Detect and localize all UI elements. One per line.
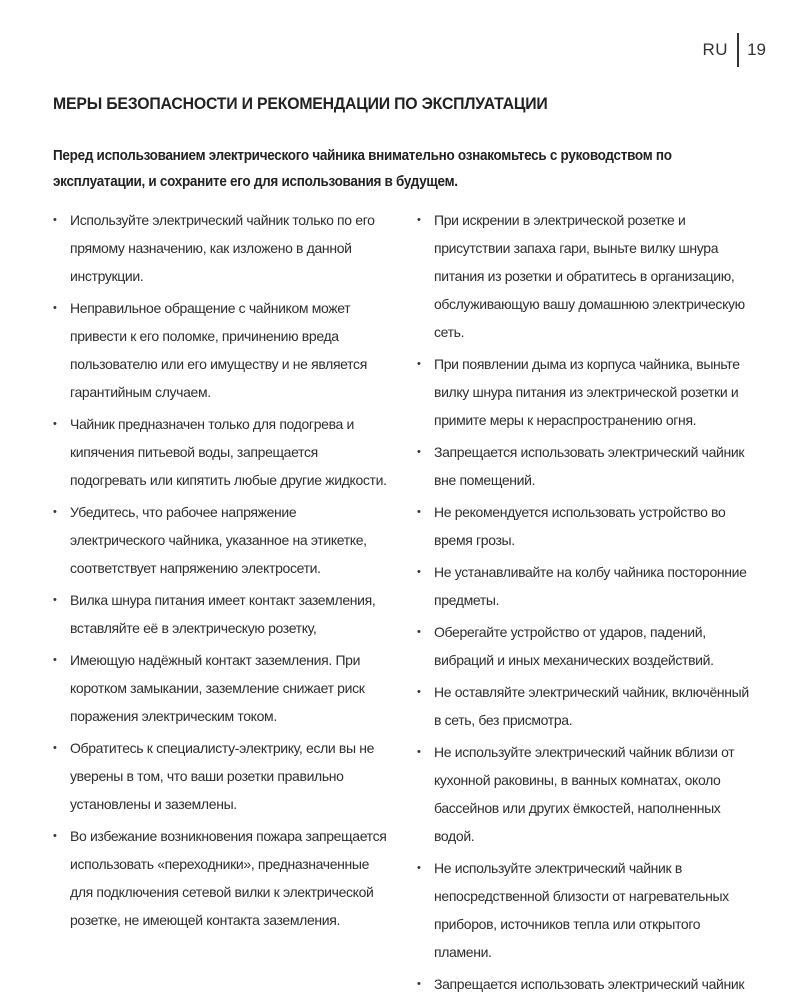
bullet-icon: •	[53, 302, 57, 314]
list-item	[417, 738, 753, 850]
bullet-icon: •	[53, 594, 57, 606]
bullet-icon: •	[417, 214, 421, 226]
list-item	[53, 498, 389, 582]
bullet-icon: •	[53, 214, 57, 226]
bullet-icon: •	[417, 626, 421, 638]
list-item-text: Вилка шнура питания имеет контакт заземления, вставляйте её в электрическую розетку,	[70, 592, 376, 636]
list-item	[417, 558, 753, 614]
list-item	[53, 586, 389, 642]
list-item-text: Не оставляйте электрический чайник, включённый в сеть, без присмотра.	[434, 684, 749, 728]
bullet-icon: •	[417, 506, 421, 518]
list-item	[53, 646, 389, 730]
list-item-text: Оберегайте устройство от ударов, падений, вибраций и иных механических воздействий.	[434, 624, 714, 668]
list-item-text: Имеющую надёжный контакт заземления. При коротком замыкании, заземление снижает риск поражения электрическим током.	[70, 652, 365, 724]
intro-paragraph: Перед использованием электрического чайника внимательно ознакомьтесь с руководством по эксплуатации, и сохраните его для использования в будущем.	[53, 148, 672, 190]
list-item-text: Не устанавливайте на колбу чайника посторонние предметы.	[434, 564, 747, 608]
list-item	[417, 438, 753, 494]
bullet-icon: •	[417, 746, 421, 758]
list-item-text: Неправильное обращение с чайником может привести к его поломке, причинению вреда пользователю или его имуществу и не является гарантийным случаем.	[70, 300, 367, 400]
list-item-text: Чайник предназначен только для подогрева и кипячения питьевой воды, запрещается подогревать или кипятить любые другие жидкости.	[70, 416, 387, 488]
list-item	[53, 734, 389, 818]
bullet-icon: •	[417, 446, 421, 458]
list-item	[417, 618, 753, 674]
list-item-text: Запрещается использовать электрический чайник	[434, 976, 745, 992]
list-item	[53, 410, 389, 494]
list-item	[53, 822, 389, 934]
list-item-text: Во избежание возникновения пожара запрещается использовать «переходники», предназначенные для подключения сетевой вилки к электрической розетке, не имеющей контакта заземления.	[70, 828, 387, 928]
bullet-icon: •	[53, 654, 57, 666]
bullet-icon: •	[53, 742, 57, 754]
left-column-list	[53, 206, 389, 1002]
list-item	[417, 350, 753, 434]
list-item-text: Не рекомендуется использовать устройство во время грозы.	[434, 504, 726, 548]
bullet-icon: •	[417, 862, 421, 874]
list-item	[417, 970, 753, 998]
bullet-icon: •	[53, 506, 57, 518]
bullet-icon: •	[53, 418, 57, 430]
page-title: МЕРЫ БЕЗОПАСНОСТИ И РЕКОМЕНДАЦИИ ПО ЭКСПЛУАТАЦИИ	[53, 94, 548, 113]
list-item-text: При появлении дыма из корпуса чайника, выньте вилку шнура питания из электрической розетки и примите меры к нераспространению огня.	[434, 356, 740, 428]
list-item-text: При искрении в электрической розетке и присутствии запаха гари, выньте вилку шнура питания из розетки и обратитесь в организацию, обслуживающую вашу домашнюю электрическую сеть.	[434, 212, 745, 340]
safety-columns	[53, 206, 753, 1002]
list-item	[53, 206, 389, 290]
page-number: 19	[747, 40, 766, 59]
list-item	[417, 206, 753, 346]
page-header	[703, 34, 766, 66]
bullet-icon: •	[417, 978, 421, 990]
list-item-text: Запрещается использовать электрический чайник вне помещений.	[434, 444, 745, 488]
list-item	[417, 854, 753, 966]
bullet-icon: •	[53, 830, 57, 842]
list-item	[417, 678, 753, 734]
bullet-icon: •	[417, 358, 421, 370]
list-item-text: Не используйте электрический чайник в непосредственной близости от нагревательных приборов, источников тепла или открытого пламени.	[434, 860, 729, 960]
list-item-text: Не используйте электрический чайник вблизи от кухонной раковины, в ванных комнатах, около бассейнов или других ёмкостей, наполненных водой.	[434, 744, 735, 844]
list-item-text: Убедитесь, что рабочее напряжение электрического чайника, указанное на этикетке, соответствует напряжению электросети.	[70, 504, 367, 576]
list-item-text: Используйте электрический чайник только по его прямому назначению, как изложено в данной инструкции.	[70, 212, 375, 284]
list-item	[53, 294, 389, 406]
bullet-icon: •	[417, 686, 421, 698]
list-item-text: Обратитесь к специалисту-электрику, если вы не уверены в том, что ваши розетки правильно установлены и заземлены.	[70, 740, 375, 812]
language-code: RU	[702, 40, 729, 59]
bullet-icon: •	[417, 566, 421, 578]
list-item	[417, 498, 753, 554]
right-column-list	[417, 206, 753, 1002]
